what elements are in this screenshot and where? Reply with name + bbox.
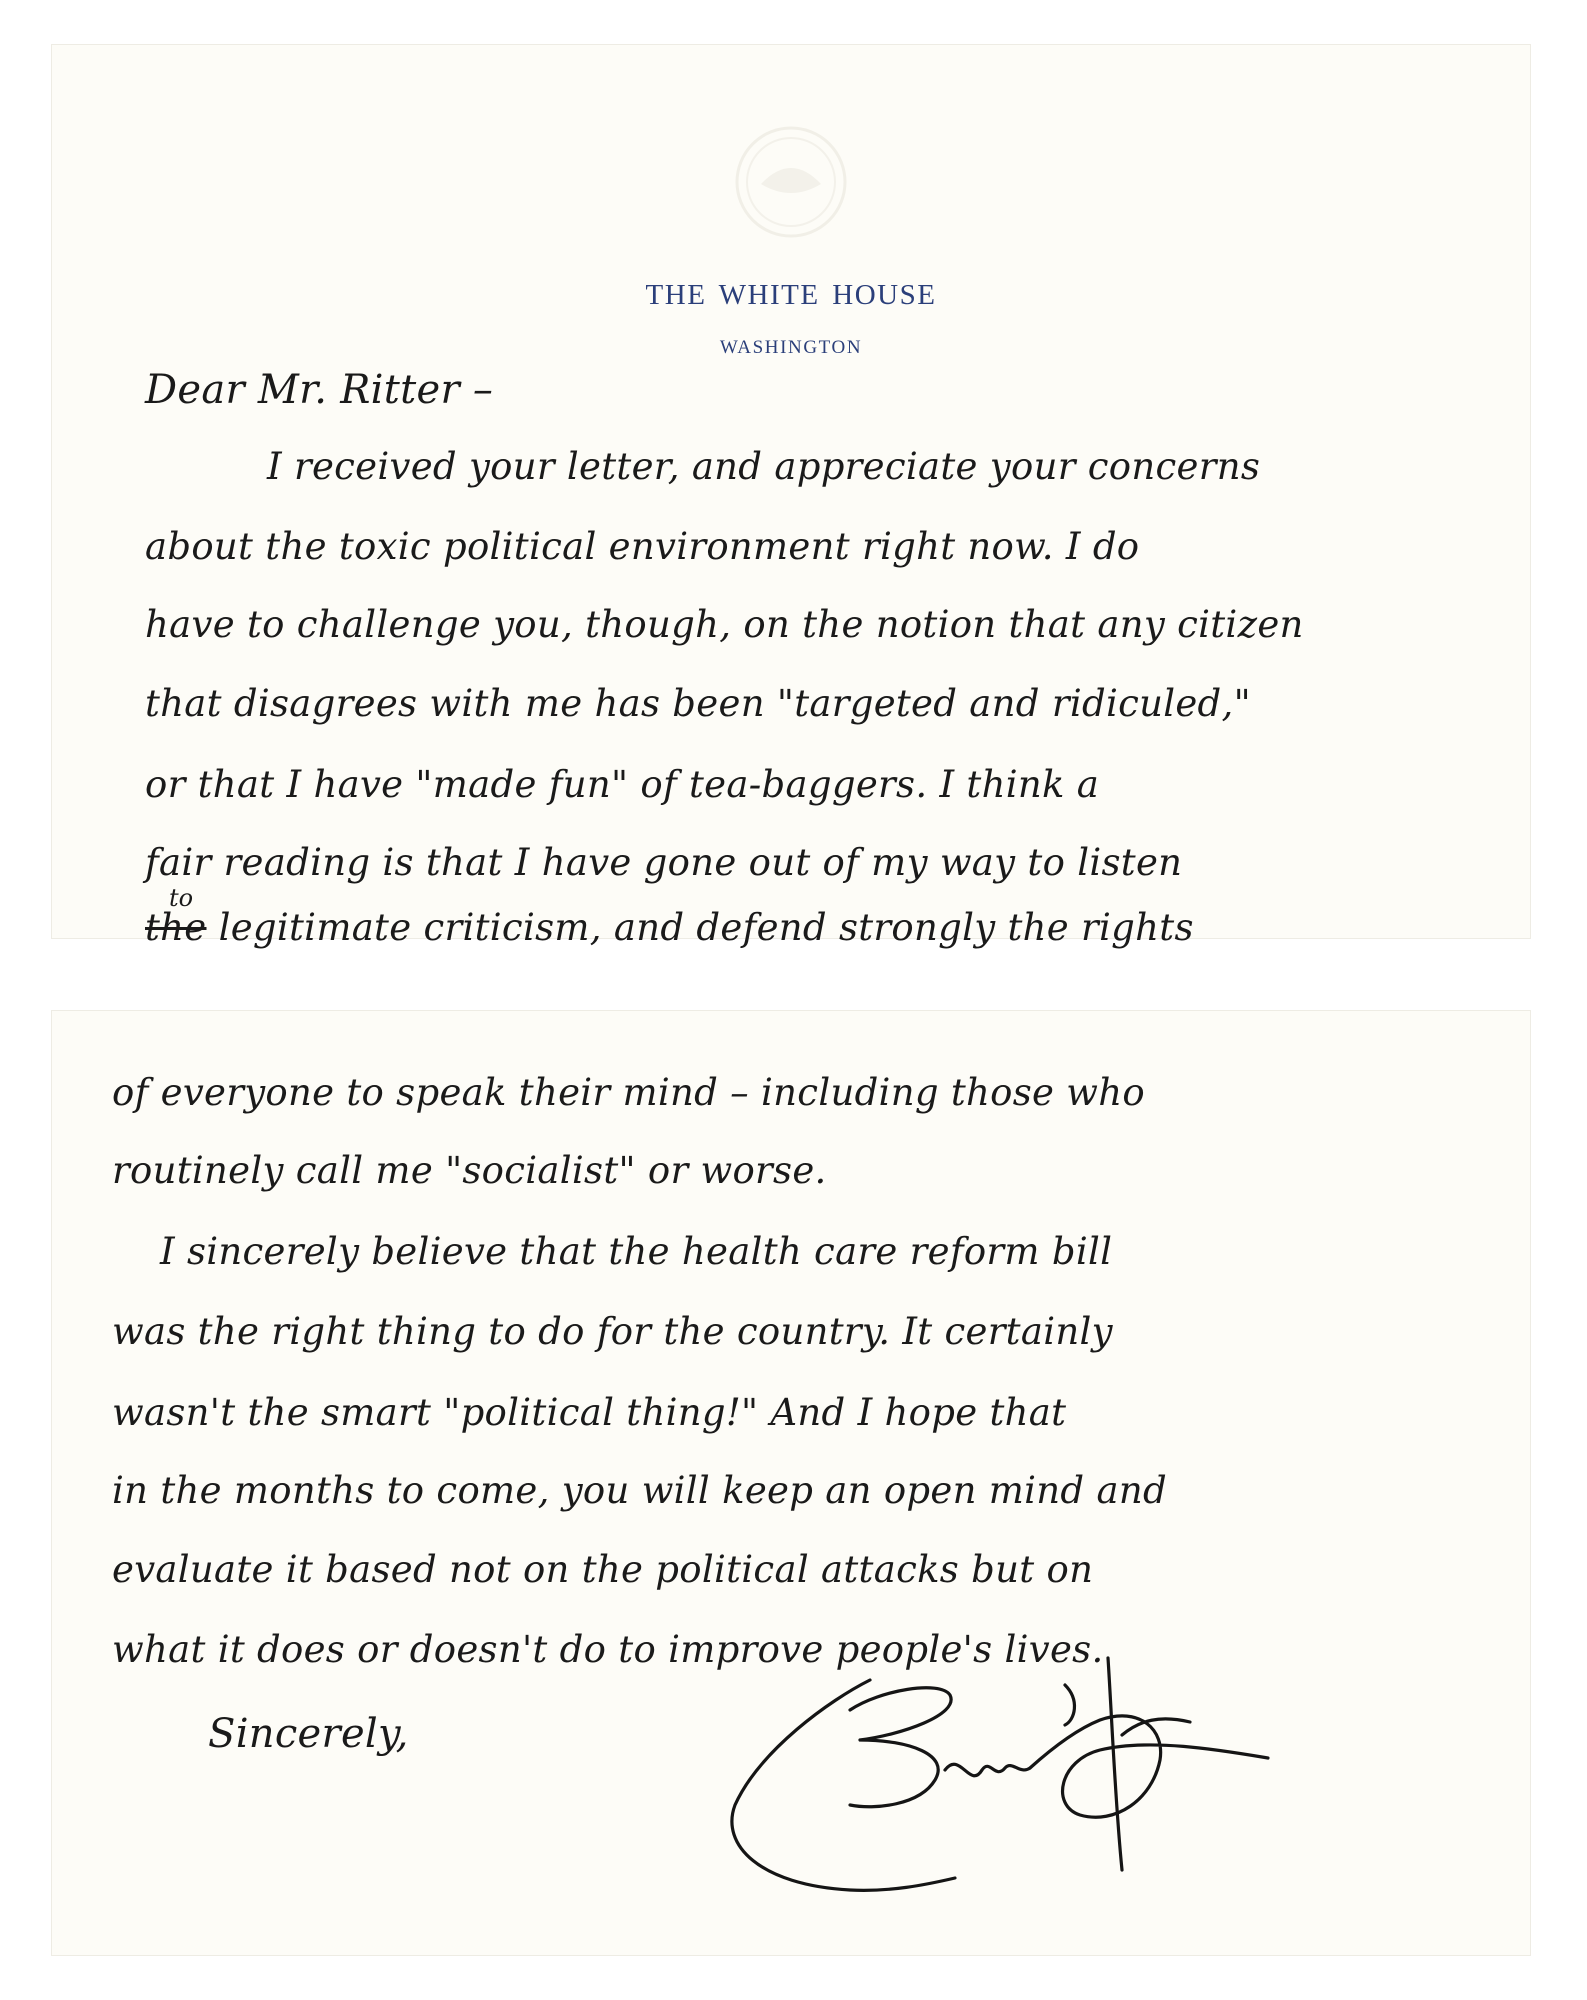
letter-line: wasn't the smart "political thing!" And I hope that [112,1391,1067,1434]
letter-line: evaluate it based not on the political attacks but on [112,1548,1094,1591]
inserted-word: to [169,884,194,912]
letter-line: fair reading is that I have gone out of my way to listen [145,841,1183,884]
letter-line: or that I have "made fun" of tea-baggers. I think a [145,763,1100,806]
letterhead-subtitle: WASHINGTON [719,337,863,358]
letterhead-title: THE WHITE HOUSE [645,279,937,311]
letter-line-text: legitimate criticism, and defend strongly the rights [218,906,1194,949]
letter-card-page-1 [51,44,1531,949]
letter-line: that disagrees with me has been "targeted and ridiculed," [145,682,1251,725]
letter-line: what it does or doesn't do to improve people's lives. [112,1628,1104,1671]
letter-line: routinely call me "socialist" or worse. [112,1149,827,1192]
struck-word: the [145,906,207,949]
handwritten-signature [720,1640,1280,1900]
letter-line: I sincerely believe that the health care reform bill [160,1230,1113,1273]
letter-line: of everyone to speak their mind – including those who [112,1071,1145,1114]
letter-salutation: Dear Mr. Ritter – [145,367,494,413]
letter-line: was the right thing to do for the country. It certainly [112,1310,1113,1353]
letter-line: in the months to come, you will keep an open mind and [112,1469,1167,1512]
letter-line: have to challenge you, though, on the notion that any citizen [145,603,1304,646]
letter-closing: Sincerely, [208,1711,409,1757]
letter-line: about the toxic political environment right now. I do [145,525,1140,568]
letter-line: I received your letter, and appreciate your concerns [267,445,1261,488]
presidential-seal-emboss [731,122,851,242]
letter-line [145,908,1194,948]
